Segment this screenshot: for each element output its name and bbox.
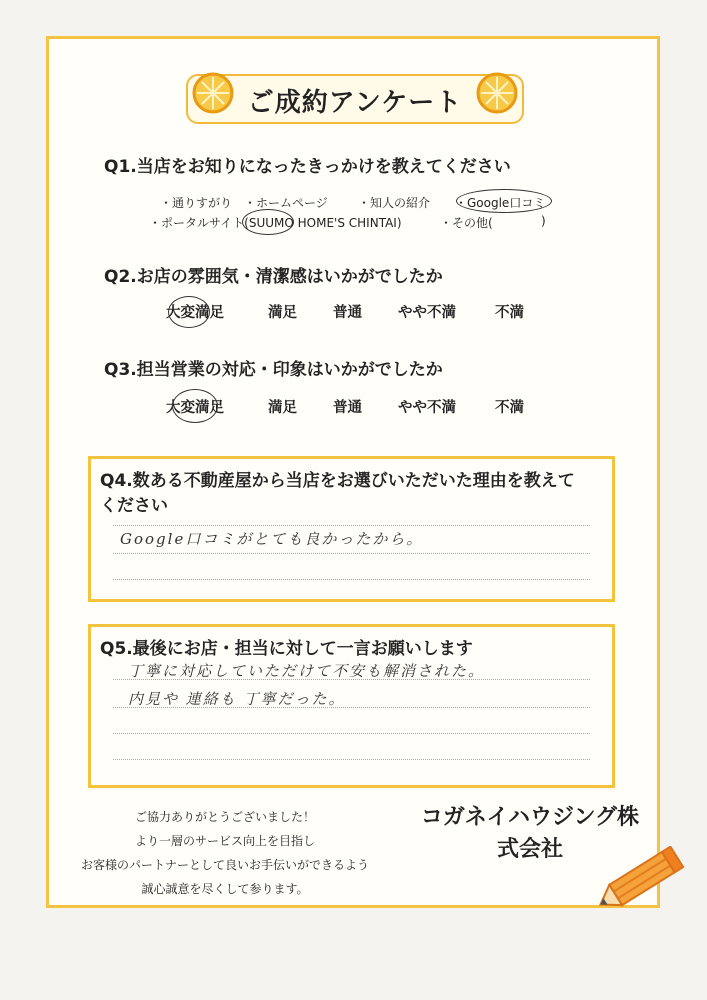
q2-scale-option: 不満 [495, 305, 524, 321]
writing-line [113, 525, 590, 526]
q5-title: Q5.最後にお店・担当に対して一言お願いします [100, 639, 473, 659]
q3-scale-option: 不満 [495, 400, 524, 416]
answer-circle-mark [242, 209, 294, 235]
q1-option: ・通りすがり [160, 196, 233, 210]
writing-line [113, 553, 590, 554]
q4-title: Q4.数ある不動産屋から当店をお選びいただいた理由を教えて [100, 471, 575, 491]
q1-option-close: ) [541, 214, 546, 228]
company-name-cont: 式会社 [496, 837, 563, 862]
title-banner [186, 74, 524, 124]
writing-line [113, 759, 590, 760]
page-title: ご成約アンケート [247, 88, 463, 118]
q2-scale-option: 満足 [268, 305, 297, 321]
company-name: コガネイハウジング株 [420, 805, 640, 830]
q3-title: Q3.担当営業の対応・印象はいかがでしたか [104, 360, 443, 380]
q1-title: Q1.当店をお知りになったきっかけを教えてください [104, 157, 511, 177]
q1-option: ・ポータルサイト(SUUMO HOME'S CHINTAI) [149, 216, 402, 230]
thanks-line: 誠心誠意を尽くして参ります。 [141, 882, 309, 896]
q2-title: Q2.お店の雰囲気・清潔感はいかがでしたか [104, 267, 443, 287]
writing-line [113, 733, 590, 734]
q3-scale-option: やや不満 [398, 400, 456, 416]
q4-handwritten-answer: Google口コミがとても良かったから。 [120, 530, 424, 548]
q2-scale-option: 大変満足 [166, 305, 224, 321]
thanks-line: ご協力ありがとうございました！ [134, 810, 315, 824]
q2-scale-option: やや不満 [398, 305, 456, 321]
lemon-slice-icon [476, 72, 518, 114]
answer-circle-mark [168, 296, 210, 328]
q3-scale-option: 満足 [268, 400, 297, 416]
q1-option: ・知人の紹介 [358, 196, 431, 210]
q3-scale-option: 普通 [333, 400, 362, 416]
pencil-icon [592, 846, 688, 916]
answer-circle-mark [456, 189, 552, 213]
writing-line [113, 579, 590, 580]
q4-title-cont: ください [100, 496, 168, 516]
q1-option: ・その他( [440, 216, 493, 230]
q3-scale-option: 大変満足 [166, 400, 224, 416]
q1-option: ・Google口コミ [455, 196, 546, 210]
q2-scale-option: 普通 [333, 305, 362, 321]
q1-option: ・ホームページ [244, 196, 328, 210]
q5-handwritten-answer-line1: 丁寧に対応していただけて不安も解消された。 [128, 662, 486, 680]
q5-handwritten-answer-line2: 内見や 連絡も 丁寧だった。 [128, 690, 346, 708]
answer-circle-mark [172, 389, 218, 423]
thanks-line: お客様のパートナーとして良いお手伝いができるよう [80, 858, 369, 872]
thanks-line: より一層のサービス向上を目指し [134, 834, 315, 848]
